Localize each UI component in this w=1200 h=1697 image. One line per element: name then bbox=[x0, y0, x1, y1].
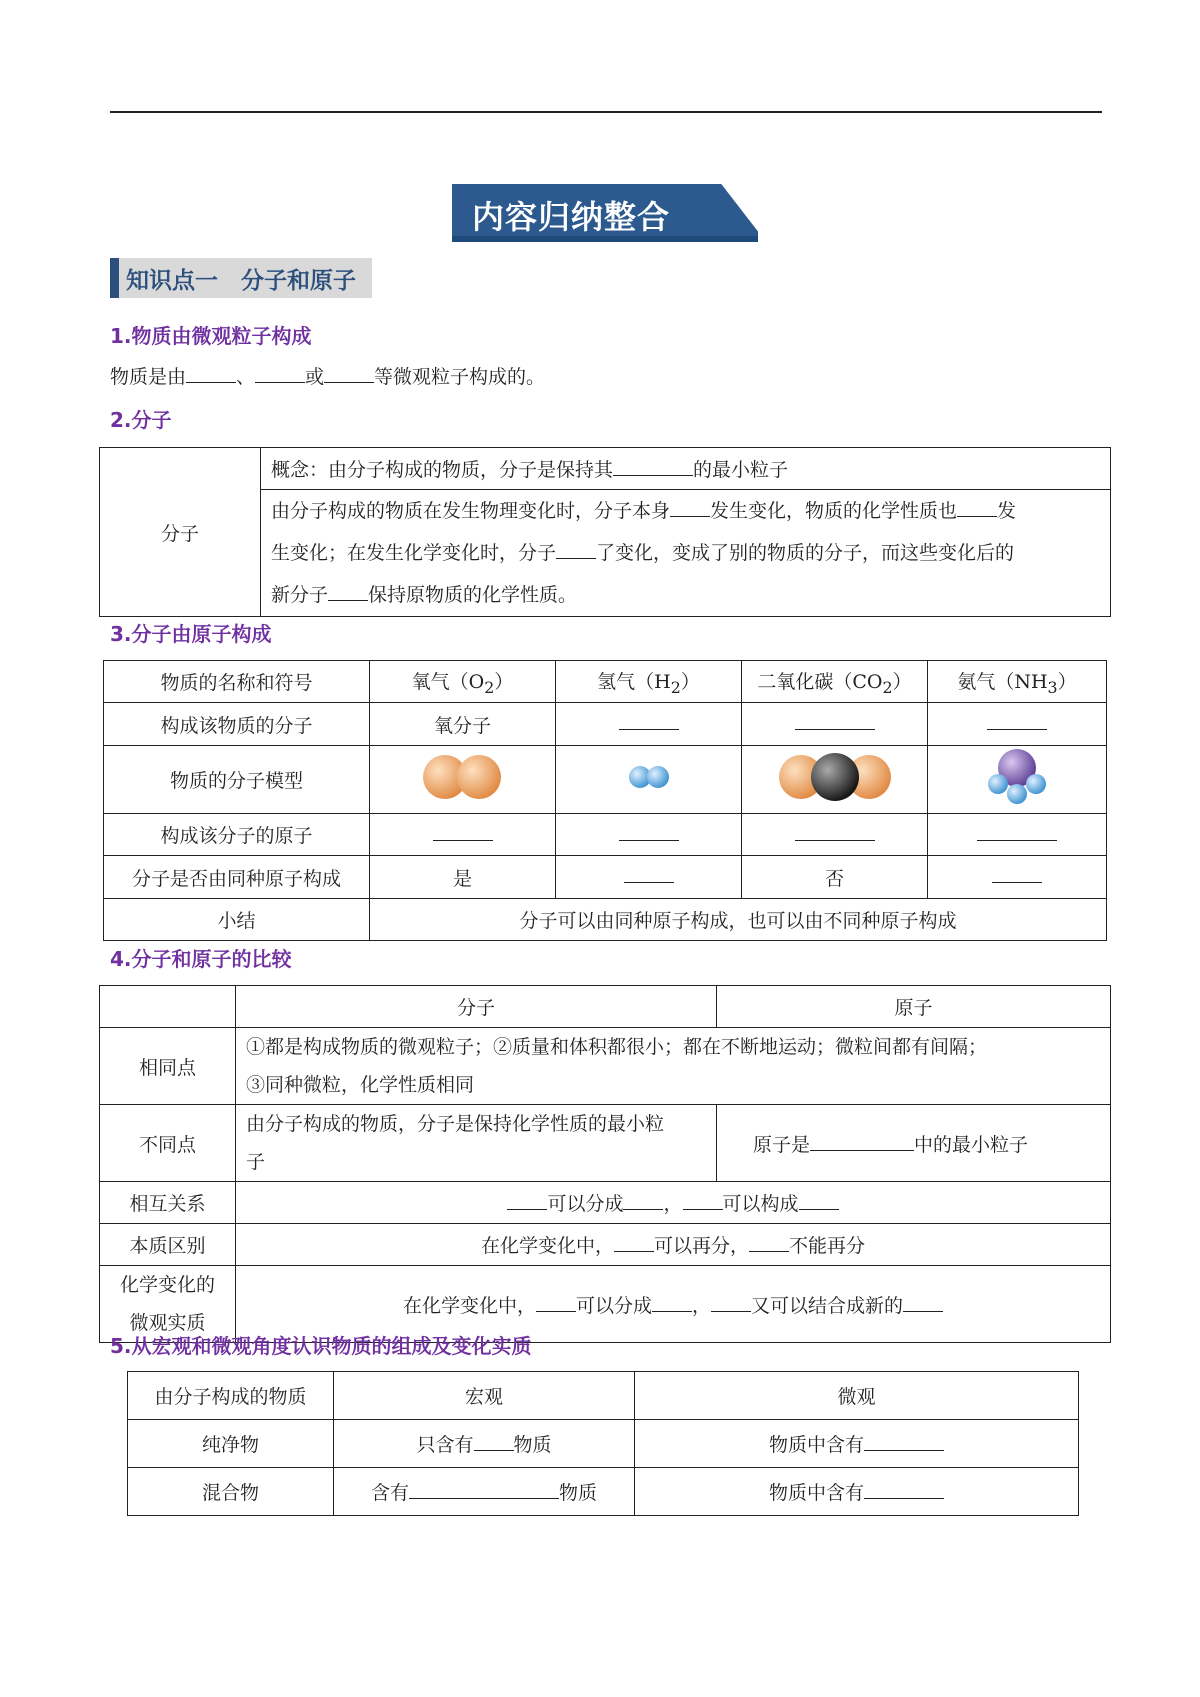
text: 在化学变化中， bbox=[480, 1235, 614, 1257]
blank bbox=[619, 824, 679, 841]
hydrogen-molecule-model bbox=[624, 762, 674, 792]
blank bbox=[433, 824, 493, 841]
text: 由分子构成的物质在发生物理变化时，分子本身 bbox=[271, 500, 671, 522]
pure-micro-cell bbox=[635, 1420, 1079, 1468]
macro-micro-table bbox=[127, 1371, 1079, 1516]
blank bbox=[536, 1295, 576, 1312]
text: ） bbox=[1057, 670, 1077, 693]
knowledge-point-label bbox=[110, 258, 372, 298]
blank bbox=[795, 824, 875, 841]
same-cell bbox=[236, 1028, 1111, 1105]
text: ） bbox=[494, 670, 514, 693]
row-label: 分子是否由同种原子构成 bbox=[104, 856, 370, 899]
mixed-macro-cell bbox=[334, 1468, 635, 1516]
text: 可以再分， bbox=[653, 1235, 749, 1257]
mixed-micro-cell bbox=[635, 1468, 1079, 1516]
oxygen-atom bbox=[457, 755, 501, 799]
hydrogen-atom bbox=[647, 766, 669, 788]
blank-cell bbox=[556, 856, 742, 899]
text: 物质中含有 bbox=[768, 1434, 864, 1456]
text: 物质是由 bbox=[110, 366, 187, 388]
diff-atom-cell bbox=[717, 1105, 1111, 1182]
col-atom: 原子 bbox=[717, 986, 1111, 1028]
blank bbox=[619, 713, 679, 730]
text: 二氧化碳（CO bbox=[757, 670, 883, 693]
blank-cell bbox=[928, 814, 1107, 856]
text: 氨气（NH bbox=[957, 670, 1048, 693]
molecule-table bbox=[99, 447, 1111, 617]
blank bbox=[864, 1482, 944, 1499]
blank bbox=[255, 366, 305, 383]
header-ammonia bbox=[928, 661, 1107, 703]
composition-table bbox=[103, 660, 1107, 941]
diff-molecule-cell bbox=[236, 1105, 717, 1182]
header-co2 bbox=[742, 661, 928, 703]
text: 氢气（H bbox=[597, 670, 671, 693]
text: 了变化，变成了别的物质的分子，而这些变化后的 bbox=[596, 542, 1015, 564]
change-cell bbox=[261, 490, 1111, 617]
model-cell bbox=[556, 746, 742, 814]
blank bbox=[992, 866, 1042, 883]
text: 由分子构成的物质，分子是保持化学性质的最小粒 bbox=[246, 1113, 665, 1135]
heading-s4: 4.分子和原子的比较 bbox=[110, 947, 292, 971]
cell: 氧分子 bbox=[370, 703, 556, 746]
text: 发 bbox=[997, 500, 1017, 522]
blank-cell bbox=[928, 703, 1107, 746]
header-substance: 物质的名称和符号 bbox=[104, 661, 370, 703]
text: 、 bbox=[236, 366, 256, 388]
col-molecule: 分子 bbox=[236, 986, 717, 1028]
row-label: 构成该分子的原子 bbox=[104, 814, 370, 856]
subscript: 3 bbox=[1047, 677, 1058, 697]
text: 发生变化，物质的化学性质也 bbox=[710, 500, 958, 522]
model-cell bbox=[370, 746, 556, 814]
label-marker bbox=[110, 258, 119, 298]
heading-s1: 1.物质由微观粒子构成 bbox=[110, 324, 312, 348]
section-banner bbox=[452, 184, 758, 242]
header-rule bbox=[110, 111, 1102, 113]
row-label: 本质区别 bbox=[100, 1224, 236, 1266]
header-substance: 由分子构成的物质 bbox=[128, 1372, 334, 1420]
text: 物质中含有 bbox=[768, 1482, 864, 1504]
blank-cell bbox=[370, 814, 556, 856]
blank bbox=[957, 500, 997, 517]
text: 生变化；在发生化学变化时，分子 bbox=[271, 542, 557, 564]
blank bbox=[799, 1193, 839, 1210]
row-label: 物质的分子模型 bbox=[104, 746, 370, 814]
hydrogen-atom bbox=[988, 774, 1008, 794]
blank bbox=[670, 500, 710, 517]
model-cell bbox=[742, 746, 928, 814]
text: 物质 bbox=[513, 1434, 552, 1456]
subscript: 2 bbox=[484, 677, 495, 697]
text: 在化学变化中， bbox=[402, 1294, 536, 1317]
text: 子 bbox=[246, 1151, 266, 1173]
text: 氧气（O bbox=[411, 670, 485, 693]
model-cell bbox=[928, 746, 1107, 814]
text: ①都是构成物质的微观粒子；②质量和体积都很小；都在不断地运动；微粒间都有间隔； bbox=[246, 1036, 988, 1058]
text: 或 bbox=[305, 366, 325, 388]
blank bbox=[903, 1295, 943, 1312]
pure-macro-cell bbox=[334, 1420, 635, 1468]
blank bbox=[507, 1193, 547, 1210]
knowledge-point-text: 知识点一 分子和原子 bbox=[126, 268, 356, 294]
blank bbox=[864, 1434, 944, 1451]
blank bbox=[474, 1434, 514, 1451]
s1-paragraph bbox=[110, 362, 545, 389]
blank bbox=[749, 1235, 789, 1252]
blank-cell bbox=[742, 814, 928, 856]
summary-cell: 分子可以由同种原子构成，也可以由不同种原子构成 bbox=[370, 899, 1107, 941]
text: ） bbox=[892, 670, 912, 693]
banner-title: 内容归纳整合 bbox=[472, 198, 671, 236]
header-micro: 微观 bbox=[635, 1372, 1079, 1420]
text: 又可以结合成新的 bbox=[751, 1294, 904, 1317]
row-label-molecule: 分子 bbox=[100, 448, 261, 617]
blank bbox=[613, 459, 693, 476]
text: 微观实质 bbox=[129, 1312, 206, 1334]
relation-cell bbox=[236, 1182, 1111, 1224]
text: ③同种微粒，化学性质相同 bbox=[246, 1074, 475, 1096]
text: 新分子 bbox=[271, 584, 329, 606]
text: ， bbox=[692, 1294, 712, 1317]
row-label: 不同点 bbox=[100, 1105, 236, 1182]
text: ） bbox=[680, 670, 700, 693]
blank bbox=[186, 366, 236, 383]
hydrogen-atom bbox=[1007, 784, 1027, 804]
text: 物质 bbox=[559, 1482, 598, 1504]
text: 概念：由分子构成的物质，分子是保持其 bbox=[271, 459, 614, 481]
blank bbox=[987, 713, 1047, 730]
text: 可以分成 bbox=[575, 1294, 652, 1317]
heading-s3: 3.分子由原子构成 bbox=[110, 622, 272, 646]
carbon-atom bbox=[811, 753, 859, 801]
blank bbox=[624, 866, 674, 883]
ammonia-molecule-model bbox=[982, 746, 1052, 808]
header-macro: 宏观 bbox=[334, 1372, 635, 1420]
blank-cell bbox=[928, 856, 1107, 899]
blank-cell bbox=[556, 703, 742, 746]
oxygen-molecule-model bbox=[417, 752, 509, 802]
subscript: 2 bbox=[882, 677, 893, 697]
blank bbox=[683, 1193, 723, 1210]
blank bbox=[623, 1193, 663, 1210]
subscript: 2 bbox=[670, 677, 681, 697]
blank bbox=[652, 1295, 692, 1312]
cell: 是 bbox=[370, 856, 556, 899]
text: 可以构成 bbox=[722, 1193, 799, 1215]
text: 可以分成 bbox=[547, 1193, 624, 1215]
blank bbox=[795, 713, 875, 730]
heading-s2: 2.分子 bbox=[110, 408, 172, 432]
concept-cell bbox=[261, 448, 1111, 490]
cell: 否 bbox=[742, 856, 928, 899]
hydrogen-atom bbox=[1026, 774, 1046, 794]
blank bbox=[614, 1235, 654, 1252]
blank bbox=[328, 584, 368, 601]
text: 不能再分 bbox=[789, 1235, 866, 1257]
blank bbox=[977, 824, 1057, 841]
blank-cell bbox=[742, 703, 928, 746]
blank bbox=[324, 366, 374, 383]
blank bbox=[810, 1134, 914, 1151]
comparison-table bbox=[99, 985, 1111, 1343]
text: 中的最小粒子 bbox=[914, 1133, 1029, 1156]
blank bbox=[711, 1295, 751, 1312]
row-label: 相互关系 bbox=[100, 1182, 236, 1224]
blank-cell bbox=[556, 814, 742, 856]
row-label: 相同点 bbox=[100, 1028, 236, 1105]
header-oxygen bbox=[370, 661, 556, 703]
blank bbox=[556, 542, 596, 559]
co2-molecule-model bbox=[777, 751, 893, 803]
empty-cell bbox=[100, 986, 236, 1028]
text: 只含有 bbox=[416, 1434, 474, 1456]
text: 等微观粒子构成的。 bbox=[374, 366, 546, 388]
row-label: 纯净物 bbox=[128, 1420, 334, 1468]
row-label: 小结 bbox=[104, 899, 370, 941]
text: 保持原物质的化学性质。 bbox=[368, 584, 578, 606]
row-label: 混合物 bbox=[128, 1468, 334, 1516]
header-hydrogen bbox=[556, 661, 742, 703]
blank bbox=[409, 1482, 559, 1499]
text: 原子是 bbox=[753, 1133, 811, 1156]
text: 的最小粒子 bbox=[693, 459, 789, 481]
essence-cell bbox=[236, 1224, 1111, 1266]
text: 含有 bbox=[370, 1482, 409, 1504]
row-label: 构成该物质的分子 bbox=[104, 703, 370, 746]
heading-s5: 5.从宏观和微观角度认识物质的组成及变化实质 bbox=[110, 1334, 532, 1358]
text: ， bbox=[663, 1193, 683, 1215]
text: 化学变化的 bbox=[119, 1274, 215, 1296]
